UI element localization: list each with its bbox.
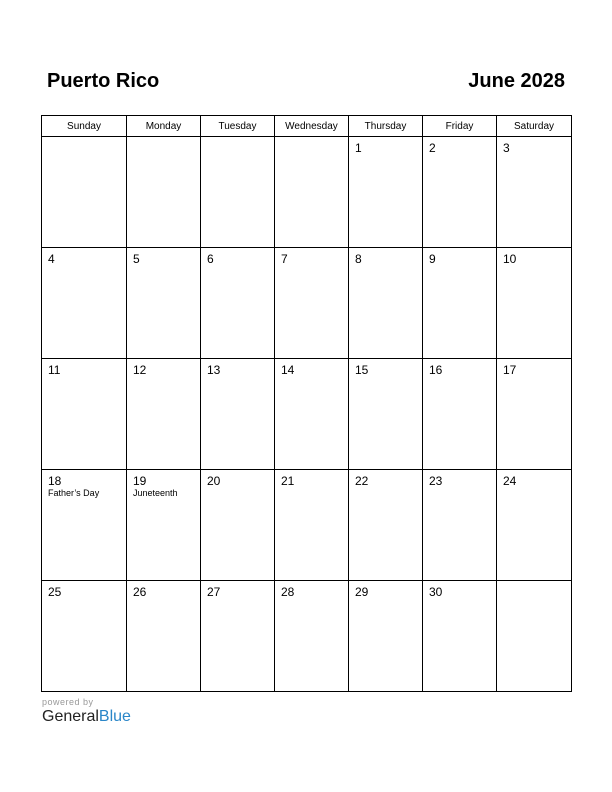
day-number: 22 bbox=[355, 474, 369, 488]
week-row bbox=[42, 137, 572, 248]
day-cell bbox=[275, 137, 349, 248]
day-cell bbox=[42, 470, 127, 581]
weekday-wednesday: Wednesday bbox=[275, 116, 349, 137]
day-cell bbox=[349, 581, 423, 692]
day-number: 21 bbox=[281, 474, 295, 488]
day-number: 2 bbox=[429, 141, 436, 155]
day-number: 9 bbox=[429, 252, 436, 266]
day-cell bbox=[349, 137, 423, 248]
day-cell bbox=[497, 581, 572, 692]
week-row bbox=[42, 248, 572, 359]
day-cell bbox=[349, 470, 423, 581]
country-title: Puerto Rico bbox=[47, 70, 160, 92]
day-number: 7 bbox=[281, 252, 288, 266]
day-cell bbox=[423, 248, 497, 359]
weekday-thursday: Thursday bbox=[349, 116, 423, 137]
day-number: 29 bbox=[355, 585, 369, 599]
day-cell bbox=[423, 137, 497, 248]
weekday-sunday: Sunday bbox=[42, 116, 127, 137]
day-number: 8 bbox=[355, 252, 362, 266]
day-cell bbox=[201, 248, 275, 359]
footer-branding bbox=[42, 697, 131, 726]
weekday-header-row bbox=[42, 116, 572, 137]
weekday-tuesday: Tuesday bbox=[201, 116, 275, 137]
day-cell bbox=[349, 359, 423, 470]
day-number: 18 bbox=[48, 474, 62, 488]
day-cell bbox=[127, 470, 201, 581]
day-number: 24 bbox=[503, 474, 517, 488]
weekday-monday: Monday bbox=[127, 116, 201, 137]
day-number: 6 bbox=[207, 252, 214, 266]
day-number: 19 bbox=[133, 474, 147, 488]
day-cell bbox=[423, 470, 497, 581]
calendar-grid bbox=[41, 115, 572, 692]
day-cell bbox=[423, 359, 497, 470]
weekday-saturday: Saturday bbox=[497, 116, 572, 137]
day-cell bbox=[275, 248, 349, 359]
day-number: 11 bbox=[48, 363, 61, 377]
day-number: 1 bbox=[355, 141, 362, 155]
day-cell bbox=[497, 359, 572, 470]
day-cell bbox=[497, 137, 572, 248]
day-cell bbox=[42, 581, 127, 692]
day-number: 28 bbox=[281, 585, 295, 599]
holiday-label: Juneteenth bbox=[133, 488, 178, 498]
day-cell bbox=[42, 248, 127, 359]
day-cell bbox=[275, 581, 349, 692]
day-cell bbox=[127, 581, 201, 692]
powered-by-text: powered by bbox=[42, 697, 94, 707]
day-number: 26 bbox=[133, 585, 147, 599]
month-year-title: June 2028 bbox=[468, 70, 565, 92]
day-cell bbox=[201, 581, 275, 692]
generalblue-logo bbox=[42, 708, 131, 726]
week-row bbox=[42, 470, 572, 581]
day-cell bbox=[127, 248, 201, 359]
day-cell bbox=[127, 137, 201, 248]
brand-general-text: General bbox=[42, 708, 99, 725]
day-number: 5 bbox=[133, 252, 140, 266]
day-number: 15 bbox=[355, 363, 369, 377]
weeks-body bbox=[42, 137, 572, 692]
weekday-friday: Friday bbox=[423, 116, 497, 137]
week-row bbox=[42, 359, 572, 470]
day-cell bbox=[42, 137, 127, 248]
day-number: 20 bbox=[207, 474, 221, 488]
day-number: 12 bbox=[133, 363, 147, 377]
calendar-header bbox=[41, 70, 571, 100]
day-number: 14 bbox=[281, 363, 295, 377]
day-cell bbox=[349, 248, 423, 359]
day-cell bbox=[497, 470, 572, 581]
day-number: 4 bbox=[48, 252, 55, 266]
week-row bbox=[42, 581, 572, 692]
day-cell bbox=[127, 359, 201, 470]
day-number: 13 bbox=[207, 363, 221, 377]
brand-blue-text: Blue bbox=[98, 708, 131, 725]
day-cell bbox=[42, 359, 127, 470]
day-number: 30 bbox=[429, 585, 443, 599]
day-cell bbox=[275, 359, 349, 470]
day-cell bbox=[497, 248, 572, 359]
day-number: 16 bbox=[429, 363, 443, 377]
day-number: 10 bbox=[503, 252, 517, 266]
day-number: 17 bbox=[503, 363, 517, 377]
day-cell bbox=[201, 470, 275, 581]
day-number: 3 bbox=[503, 141, 510, 155]
day-cell bbox=[275, 470, 349, 581]
day-number: 25 bbox=[48, 585, 62, 599]
day-cell bbox=[423, 581, 497, 692]
day-cell bbox=[201, 137, 275, 248]
day-number: 23 bbox=[429, 474, 443, 488]
day-number: 27 bbox=[207, 585, 221, 599]
day-cell bbox=[201, 359, 275, 470]
holiday-label: Father’s Day bbox=[48, 488, 100, 498]
